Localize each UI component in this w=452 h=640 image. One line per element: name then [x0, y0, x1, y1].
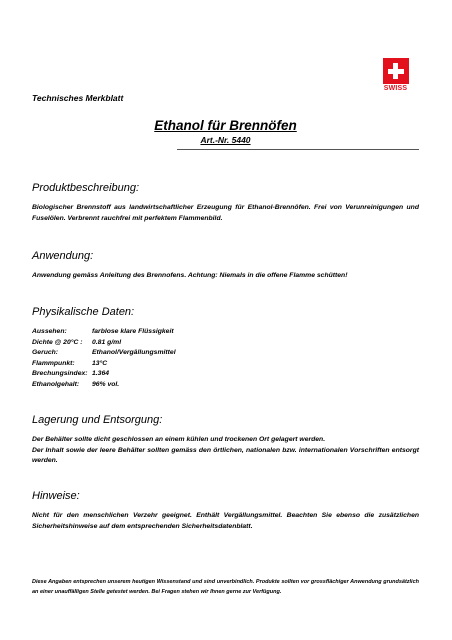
title-divider — [177, 149, 419, 150]
property-value: farblose klare Flüssigkeit — [92, 328, 174, 335]
storage-line-2: Der Inhalt sowie der leere Behälter sollten gemäss den örtlichen, nationalen bzw. internationalen Vorschriften entsorgt werden. — [32, 446, 419, 464]
swiss-logo — [381, 58, 410, 92]
page-title: Ethanol für Brennöfen — [154, 118, 297, 133]
notes-heading: Hinweise: — [32, 490, 80, 502]
property-value: 13°C — [92, 359, 108, 367]
usage-heading: Anwendung: — [32, 250, 94, 262]
property-value: 96% vol. — [92, 380, 120, 388]
physical-table — [32, 327, 419, 390]
property-key: Dichte @ 20°C : — [32, 338, 83, 346]
usage-text: Anwendung gemäss Anleitung des Brennofens. Achtung: Niemals in die offene Flamme schütten! — [32, 272, 348, 279]
property-row — [32, 359, 419, 370]
property-row — [32, 348, 419, 359]
property-value: Ethanol/Vergällungsmittel — [92, 349, 176, 356]
property-row — [32, 380, 419, 391]
property-row — [32, 369, 419, 380]
storage-section — [32, 414, 419, 467]
property-key: Geruch: — [32, 349, 59, 356]
title-block — [32, 118, 419, 145]
property-key: Flammpunkt: — [32, 359, 75, 367]
swiss-cross-icon — [383, 58, 409, 84]
property-value: 0.81 g/ml — [92, 338, 122, 346]
property-row — [32, 338, 419, 349]
article-number: Art.-Nr. 5440 — [200, 135, 251, 145]
logo-text: SWISS — [383, 85, 408, 92]
property-key: Aussehen: — [32, 328, 67, 335]
notes-text: Nicht für den menschlichen Verzehr geeignet. Enthält Vergällungsmittel. Beachten Sie ebenso die zusätzlichen Sicherheitshinweise auf dem entsprechenden Sicherheitsdatenblatt. — [32, 512, 419, 530]
disclaimer-footer: Diese Angaben entsprechen unserem heutigen Wissenstand und sind unverbindlich. Produkte sollten vor grossflächiger Anwendung grundsätzlich an einer unauffälligen Stelle getestet werden. Bei Fragen stehen wir Ihnen gerne zur Verfügung. — [32, 579, 419, 595]
property-key: Brechungsindex: — [32, 370, 88, 377]
property-key: Ethanolgehalt: — [32, 380, 80, 388]
property-row — [32, 327, 419, 338]
document-type: Technisches Merkblatt — [32, 93, 124, 103]
notes-section — [32, 490, 419, 532]
physical-section — [32, 306, 419, 390]
usage-section — [32, 250, 419, 282]
property-value: 1.364 — [92, 370, 110, 377]
storage-heading: Lagerung und Entsorgung: — [32, 414, 163, 426]
product-section — [32, 182, 419, 224]
product-heading: Produktbeschreibung: — [32, 182, 140, 194]
product-text: Biologischer Brennstoff aus landwirtschaftlicher Erzeugung für Ethanol-Brennöfen. Frei von Verunreinigungen und Fuselölen. Verbrennt rauchfrei mit perfektem Flammenbild. — [32, 204, 419, 222]
physical-heading: Physikalische Daten: — [32, 306, 135, 318]
storage-line-1: Der Behälter sollte dicht geschlossen an einem kühlen und trockenen Ort gelagert werden. — [32, 436, 326, 443]
